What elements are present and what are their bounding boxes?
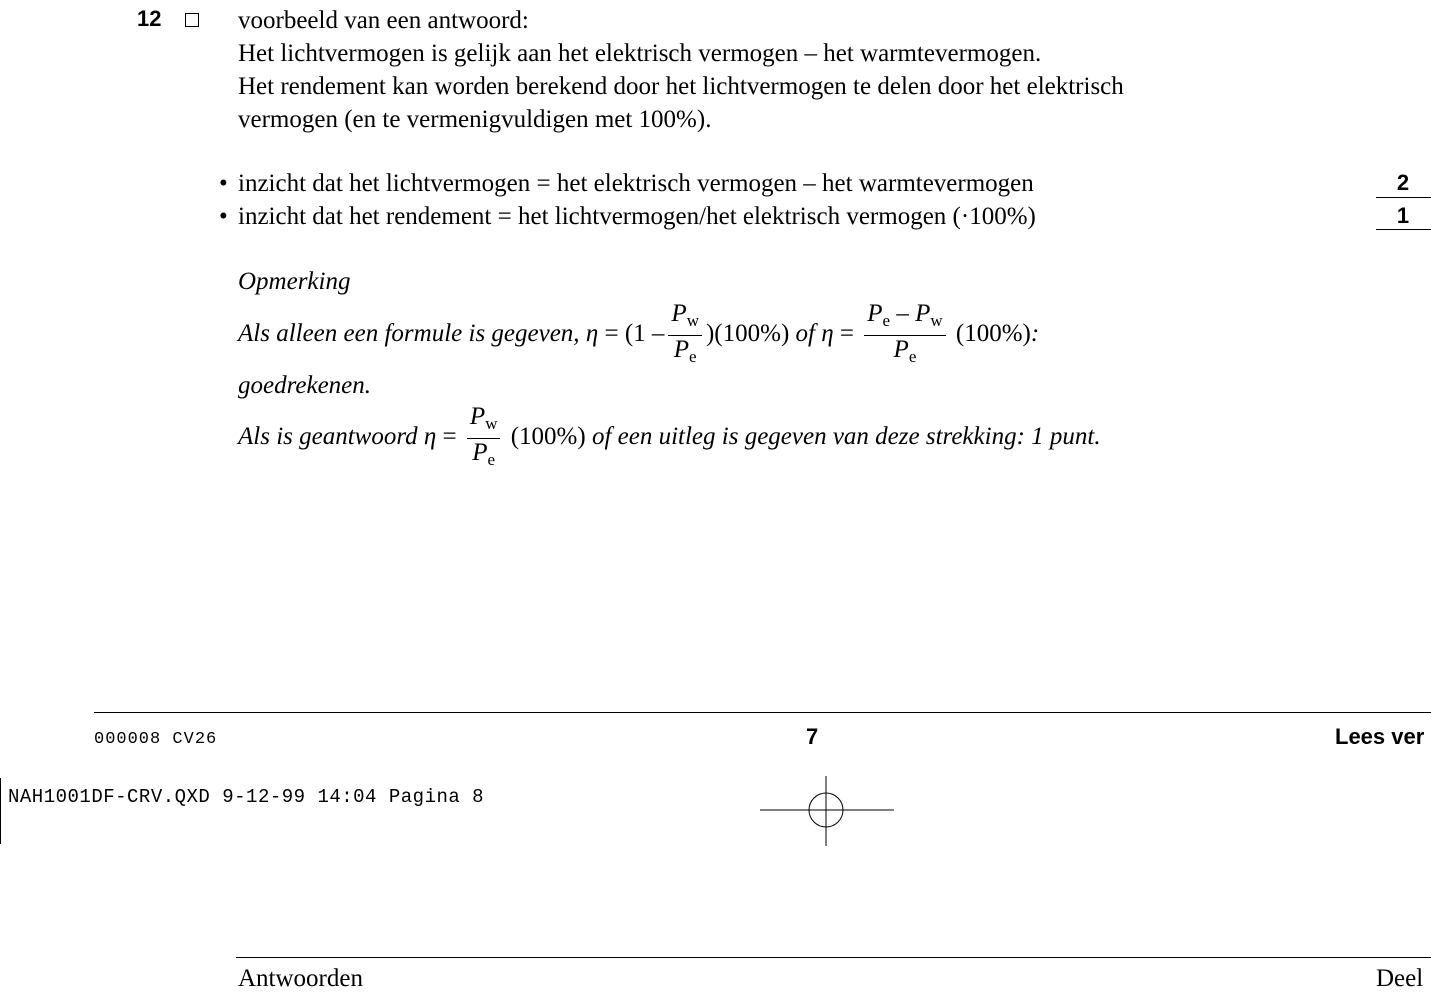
percent-100: (100%) <box>510 423 586 451</box>
criterion-text: inzicht dat het lichtvermogen = het elektrisch vermogen – het warmtevermogen <box>238 170 1034 197</box>
bullet-icon: • <box>219 203 228 230</box>
remark-formula-line <box>238 300 1039 371</box>
checkbox-square-icon <box>185 13 199 27</box>
print-slug: NAH1001DF-CRV.QXD 9-12-99 14:04 Pagina 8 <box>8 786 485 808</box>
eta-symbol: η <box>423 423 437 451</box>
footer-code: 000008 CV26 <box>94 730 218 749</box>
fraction-pw-over-pe: $\frac{P_w}{P_e}$ <box>668 300 702 371</box>
equals-sign: = <box>604 320 619 348</box>
page-number: 7 <box>806 724 819 749</box>
next-page-rule <box>236 957 1431 958</box>
of-word: of <box>795 320 815 348</box>
eta-symbol: η <box>821 320 834 348</box>
answer-line-2: Het rendement kan worden berekend door het lichtvermogen te delen door het elektrisch <box>238 73 1124 100</box>
fraction-pw-over-pe: $\frac{P_w}{P_e}$ <box>467 403 501 474</box>
fraction-pe-minus-pw-over-pe: $\frac{P_e - P_w}{P_e}$ <box>864 300 945 371</box>
points-criterion-1: 2 <box>1396 170 1410 195</box>
points-divider <box>1376 229 1431 230</box>
eta-symbol: η <box>585 320 599 348</box>
remark-heading: Opmerking <box>238 268 351 295</box>
equals-sign: = <box>442 423 457 451</box>
remark-line3-text: Als is geantwoord <box>238 423 418 451</box>
part-label: Deel <box>1376 965 1424 992</box>
answer-line-3: vermogen (en te vermenigvuldigen met 100%). <box>238 106 712 133</box>
colon: : <box>1030 320 1040 348</box>
lees-verder-label: Lees ver <box>1335 724 1425 749</box>
answer-example <box>238 4 1124 136</box>
points-criterion-2: 1 <box>1396 203 1410 228</box>
criterion-text: inzicht dat het rendement = het lichtvermogen/het elektrisch vermogen (·100%) <box>238 203 1036 230</box>
remark-line3 <box>238 403 1101 474</box>
section-label: Antwoorden <box>238 965 363 992</box>
percent-100: (100%) <box>955 320 1031 348</box>
slug-margin-line <box>0 778 1 844</box>
answer-line-1: Het lichtvermogen is gelijk aan het elektrisch vermogen – het warmtevermogen. <box>238 40 1042 67</box>
remark-line3-suffix: of een uitleg is gegeven van deze strekking: 1 punt. <box>591 423 1101 451</box>
registration-mark-icon <box>760 776 894 846</box>
one-minus: (1 – <box>624 320 665 348</box>
close-100-percent: )(100%) <box>705 320 790 348</box>
footer-rule <box>94 712 1431 713</box>
bullet-icon: • <box>219 170 228 197</box>
answer-intro: voorbeeld van een antwoord: <box>238 7 529 34</box>
equals-sign: = <box>839 320 854 348</box>
remark-line2: goedrekenen. <box>238 372 372 399</box>
question-number: 12 <box>137 6 162 31</box>
remark-line1-text: Als alleen een formule is gegeven, <box>238 320 580 348</box>
points-divider <box>1376 197 1431 198</box>
